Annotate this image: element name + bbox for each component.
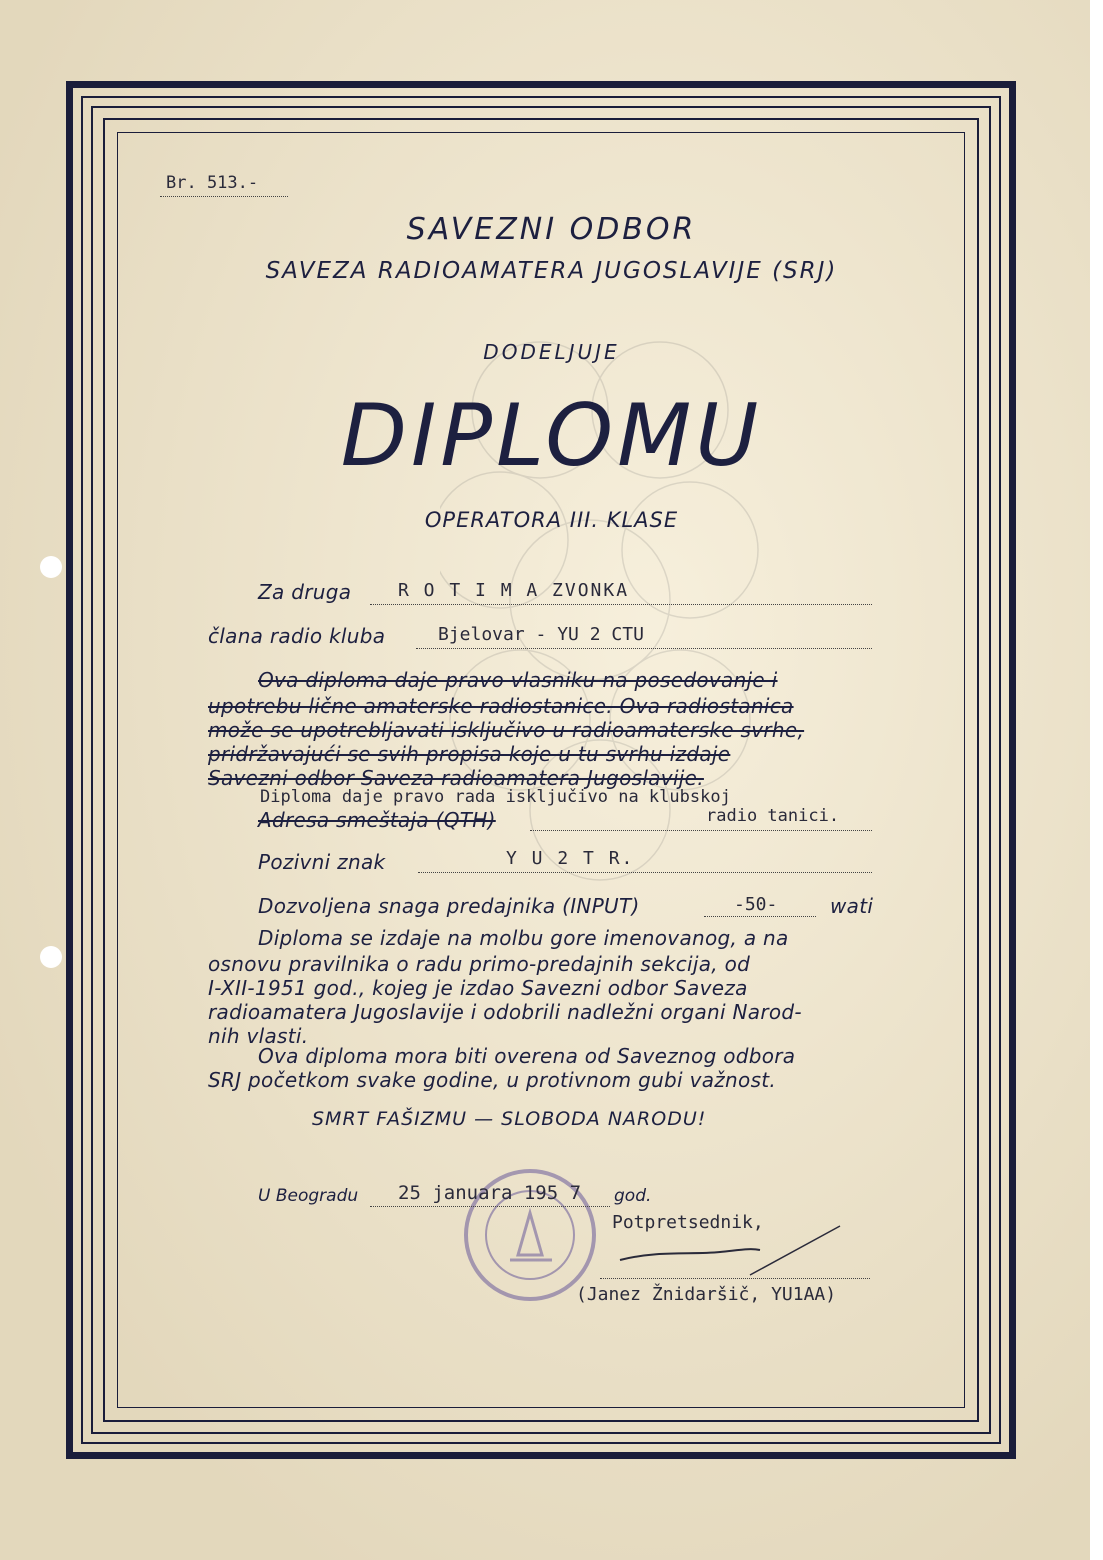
place-label: U Beogradu xyxy=(258,1186,359,1206)
paragraph-2-line-5: nih vlasti. xyxy=(208,1024,309,1048)
header-line-2: SAVEZA RADIOAMATERA JUGOSLAVIJE (SRJ) xyxy=(265,258,838,284)
callsign-label: Pozivni znak xyxy=(258,850,386,874)
power-label: Dozvoljena snaga predajnika (INPUT) xyxy=(258,894,640,918)
date-value: 25 januara 195 7 xyxy=(398,1182,582,1204)
signatory-name: (Janez Žnidaršič, YU1AA) xyxy=(576,1284,837,1305)
paragraph-1-line-4: pridržavajući se svih propisa koje u tu svrhu izdaje xyxy=(208,742,731,766)
paragraph-1-line-3: može se upotrebljavati isključivo u radioamaterske svrhe, xyxy=(208,718,805,742)
slogan: SMRT FAŠIZMU — SLOBODA NARODU! xyxy=(312,1108,707,1130)
punch-hole-lower xyxy=(40,946,62,968)
page-title: DIPLOMU xyxy=(340,386,763,486)
header-line-1: SAVEZNI ODBOR xyxy=(406,212,697,247)
club-value: Bjelovar - YU 2 CTU xyxy=(438,624,644,645)
document-number: Br. 513.- xyxy=(166,173,259,193)
paragraph-2-line-6: Ova diploma mora biti overena od Saveznog odbora xyxy=(258,1044,796,1068)
club-label: člana radio kluba xyxy=(208,624,386,648)
paragraph-2-line-1: Diploma se izdaje na molbu gore imenovanog, a na xyxy=(258,926,789,950)
paragraph-1-line-1: Ova diploma daje pravo vlasniku na posedovanje i xyxy=(258,668,778,692)
typed-note-1: Diploma daje pravo rada isključivo na klubskoj xyxy=(260,787,731,807)
paragraph-2-line-3: I-XII-1951 god., kojeg je izdao Savezni odbor Saveza xyxy=(208,976,748,1000)
callsign-value: Y U 2 T R. xyxy=(506,848,635,869)
paragraph-2-line-4: radioamatera Jugoslavije i odobrili nadležni organi Narod- xyxy=(208,1000,802,1024)
paragraph-2-line-2: osnovu pravilnika o radu primo-predajnih sekcija, od xyxy=(208,952,751,976)
handwritten-signature-icon xyxy=(600,1220,860,1290)
subtitle: OPERATORA III. KLASE xyxy=(424,508,679,532)
signatory-role: Potpretsednik, xyxy=(612,1212,764,1233)
typed-note-2: radio tanici. xyxy=(706,806,840,826)
awards-label: DODELJUJE xyxy=(483,340,620,364)
punch-hole-upper xyxy=(40,556,62,578)
power-value: -50- xyxy=(734,894,778,915)
comrade-value: R O T I M A ZVONKA xyxy=(398,580,630,601)
comrade-label: Za druga xyxy=(258,580,352,604)
power-unit: wati xyxy=(830,894,874,918)
god-label: god. xyxy=(614,1186,652,1206)
paragraph-2-line-7: SRJ početkom svake godine, u protivnom gubi važnost. xyxy=(208,1068,777,1092)
address-label: Adresa smeštaja (QTH) xyxy=(258,808,496,832)
paragraph-1-line-2: upotrebu lične amaterske radiostanice. Ova radiostanica xyxy=(208,694,794,718)
paragraph-1-line-5: Savezni odbor Saveza radioamatera Jugoslavije. xyxy=(208,766,704,790)
